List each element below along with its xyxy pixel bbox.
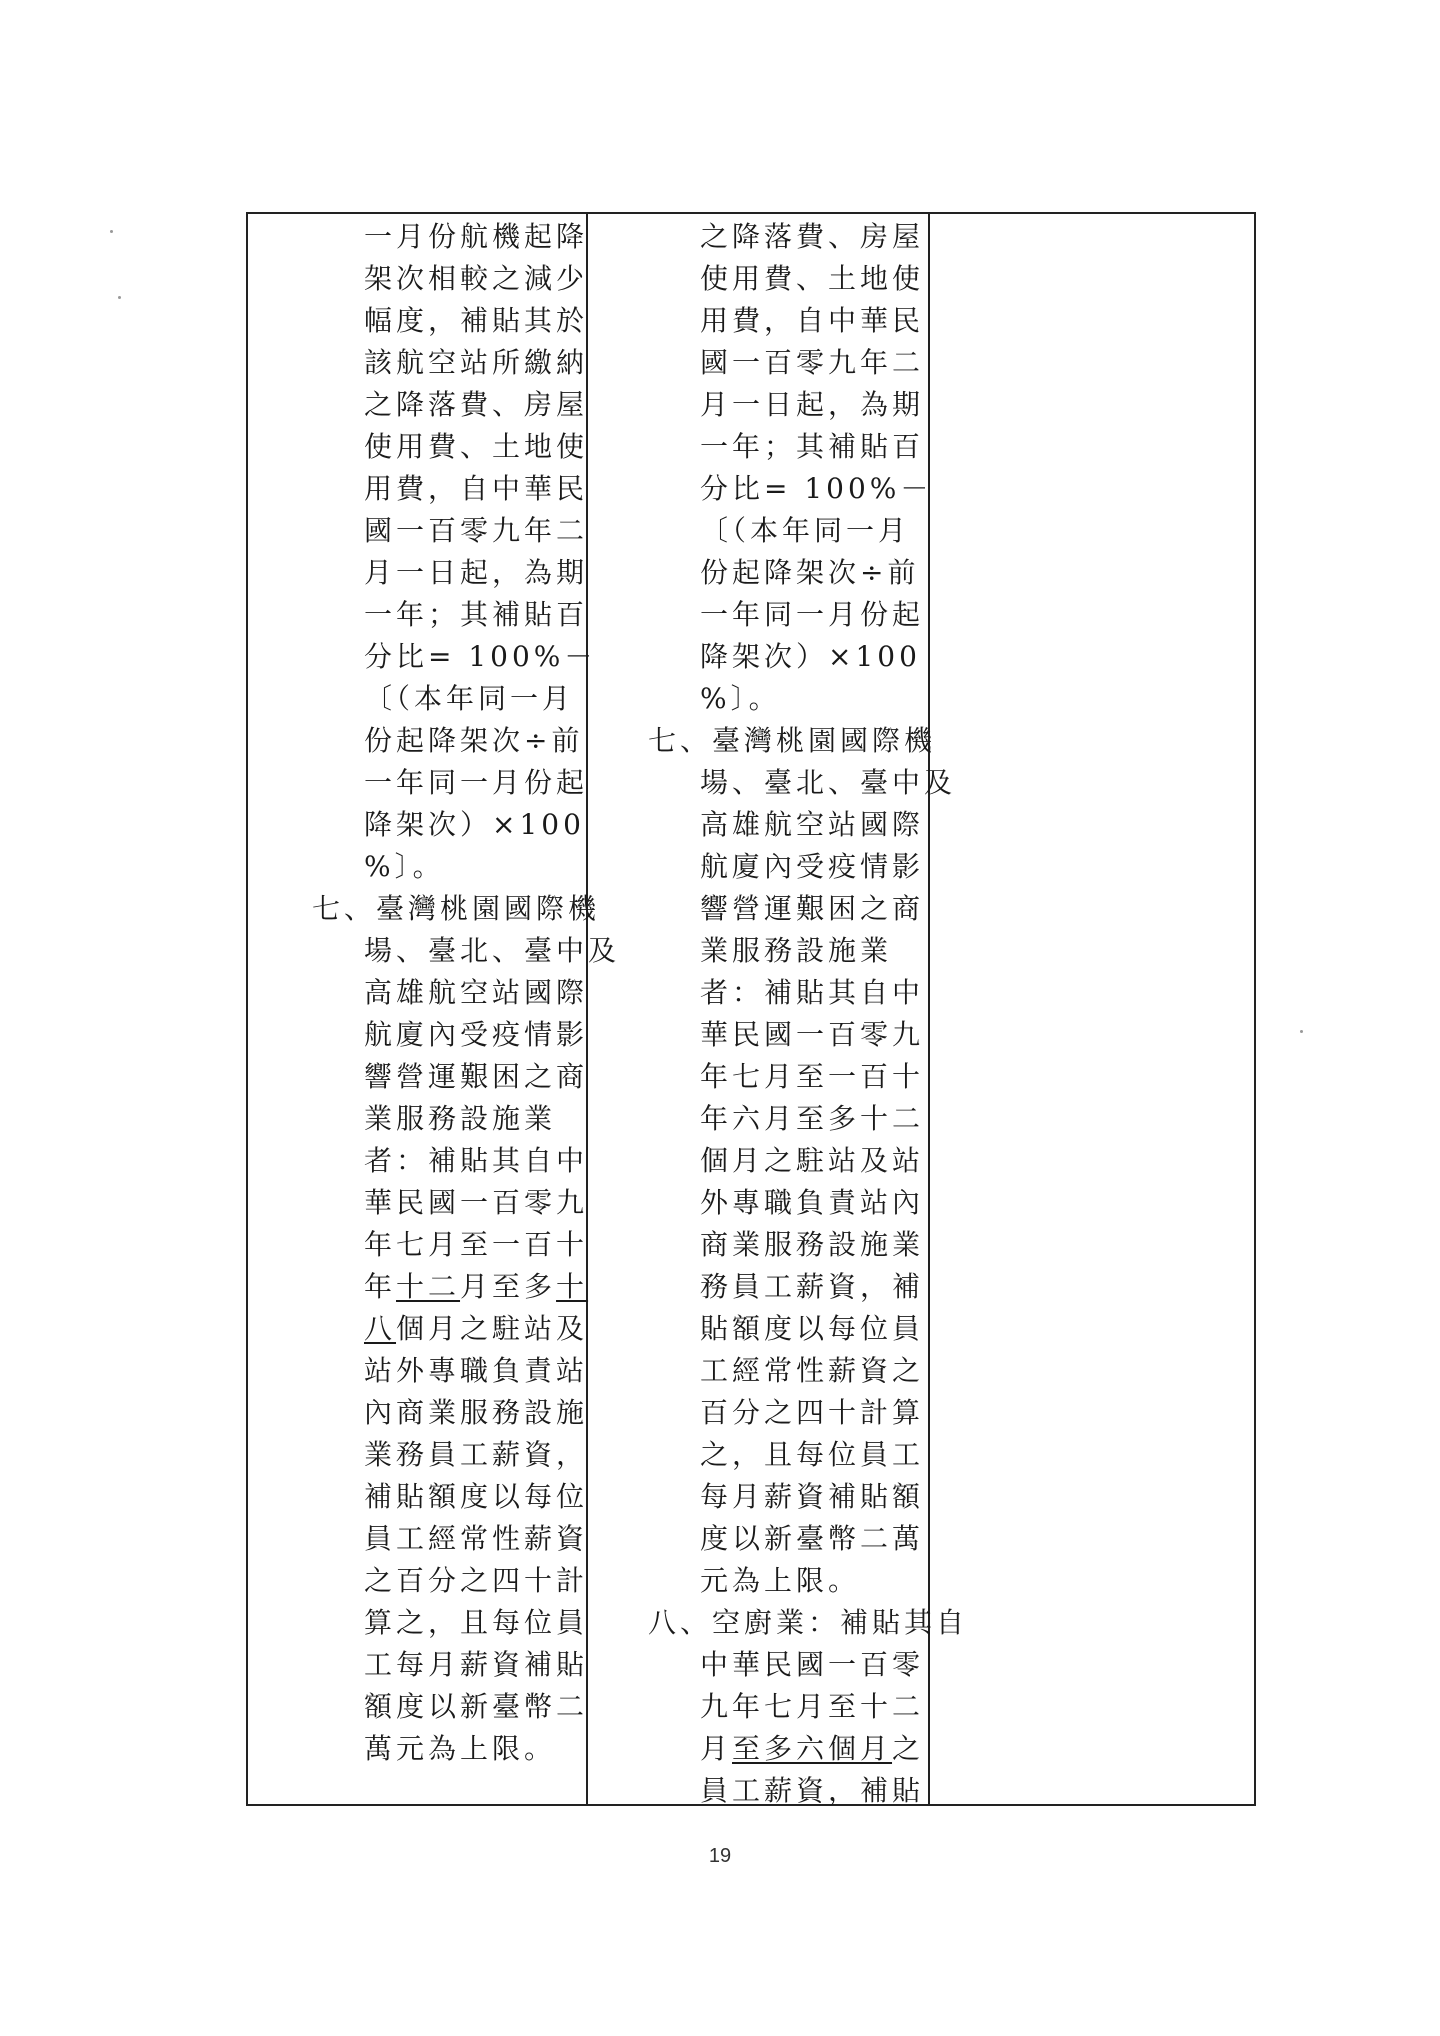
text-line: 年七月至一百十 (700, 1060, 925, 1093)
text-line: 降架次）×100 (700, 640, 921, 673)
text-line: 內商業服務設施 (364, 1396, 589, 1429)
text-line: 月一日起，為期 (700, 388, 925, 421)
text-line: 員工薪資，補貼 (700, 1774, 925, 1806)
text-line: 該航空站所繳納 (364, 346, 589, 379)
text-line: 國一百零九年二 (364, 514, 589, 547)
column-divider (928, 214, 930, 1804)
text-line: 之，且每位員工 (700, 1438, 925, 1471)
text-line: 幅度，補貼其於 (364, 304, 589, 337)
text-line: 中華民國一百零 (700, 1648, 925, 1681)
text-line: 華民國一百零九 (700, 1018, 925, 1051)
text-line: 百分之四十計算 (700, 1396, 925, 1429)
text-line: 年七月至一百十 (364, 1228, 589, 1261)
text-line: 年六月至多十二 (700, 1102, 925, 1135)
text-line: 〔（本年同一月 (364, 682, 575, 715)
amended-text: 八 (364, 1312, 397, 1345)
text-line: 用費，自中華民 (364, 472, 589, 505)
text-line: 使用費、土地使 (364, 430, 589, 463)
text-line: 響營運艱困之商 (364, 1060, 589, 1093)
text-line: 份起降架次÷前 (700, 556, 920, 589)
text-line: 個月之駐站及站 (700, 1144, 925, 1177)
amended-text: 十二 (396, 1270, 461, 1303)
text-line-underlined: 月至多六個月之 (700, 1732, 925, 1765)
text-line: 華民國一百零九 (364, 1186, 589, 1219)
text-line: 使用費、土地使 (700, 262, 925, 295)
text-line: 高雄航空站國際 (364, 976, 589, 1009)
text-line: 商業服務設施業 (700, 1228, 925, 1261)
text-line: 額度以新臺幣二 (364, 1690, 589, 1723)
text-line: 響營運艱困之商 (700, 892, 925, 925)
text-line: 外專職負責站內 (700, 1186, 925, 1219)
amended-text: 至多六個月 (732, 1732, 893, 1765)
text-line: 一年同一月份起 (700, 598, 925, 631)
text-line: 站外專職負責站 (364, 1354, 589, 1387)
scan-speck (110, 230, 113, 233)
text-line: 一月份航機起降 (364, 220, 589, 253)
text-line-underlined: 年十二月至多十 (364, 1270, 589, 1303)
text-line: 架次相較之減少 (364, 262, 589, 295)
scan-speck (1300, 1030, 1303, 1033)
text-line: 月一日起，為期 (364, 556, 589, 589)
text-line: 務員工薪資，補 (700, 1270, 925, 1303)
amended-text: 十 (556, 1270, 589, 1303)
item-heading: 八、空廚業：補貼其自 (648, 1606, 969, 1639)
text-line: 場、臺北、臺中及 (700, 766, 957, 799)
text-line: 分比= 100%－ (364, 640, 597, 673)
text-line: 用費，自中華民 (700, 304, 925, 337)
text-line: 高雄航空站國際 (700, 808, 925, 841)
text-line: 業服務設施業 (700, 934, 893, 967)
text-line: 之降落費、房屋 (700, 220, 925, 253)
text-line: %〕。 (700, 682, 781, 715)
text-line: 員工經常性薪資 (364, 1522, 589, 1555)
text-line: 降架次）×100 (364, 808, 585, 841)
text-line: 補貼額度以每位 (364, 1480, 589, 1513)
text-line: 業服務設施業 (364, 1102, 557, 1135)
text-line: 航廈內受疫情影 (364, 1018, 589, 1051)
scan-speck (118, 296, 121, 299)
text-line: 之百分之四十計 (364, 1564, 589, 1597)
text-line: 每月薪資補貼額 (700, 1480, 925, 1513)
text-line: 一年；其補貼百 (700, 430, 925, 463)
text-line: 工每月薪資補貼 (364, 1648, 589, 1681)
text-line: 一年；其補貼百 (364, 598, 589, 631)
item-heading: 七、臺灣桃園國際機 (312, 892, 601, 925)
text-line: 元為上限。 (700, 1564, 861, 1597)
text-line: 貼額度以每位員 (700, 1312, 925, 1345)
page-number: 19 (708, 1845, 732, 1867)
text-line: 份起降架次÷前 (364, 724, 584, 757)
text-line: %〕。 (364, 850, 445, 883)
text-line: 萬元為上限。 (364, 1732, 557, 1765)
text-line: 九年七月至十二 (700, 1690, 925, 1723)
text-line: 之降落費、房屋 (364, 388, 589, 421)
text-line: 一年同一月份起 (364, 766, 589, 799)
text-line: 分比= 100%－ (700, 472, 933, 505)
text-line-underlined: 八個月之駐站及 (364, 1312, 589, 1345)
item-heading: 七、臺灣桃園國際機 (648, 724, 937, 757)
text-line: 算之，且每位員 (364, 1606, 589, 1639)
text-line: 者：補貼其自中 (364, 1144, 589, 1177)
text-line: 航廈內受疫情影 (700, 850, 925, 883)
text-line: 場、臺北、臺中及 (364, 934, 621, 967)
text-line: 度以新臺幣二萬 (700, 1522, 925, 1555)
comparison-table (246, 212, 1256, 1806)
text-line: 國一百零九年二 (700, 346, 925, 379)
text-line: 工經常性薪資之 (700, 1354, 925, 1387)
text-line: 業務員工薪資， (364, 1438, 589, 1471)
text-line: 〔（本年同一月 (700, 514, 911, 547)
text-line: 者：補貼其自中 (700, 976, 925, 1009)
